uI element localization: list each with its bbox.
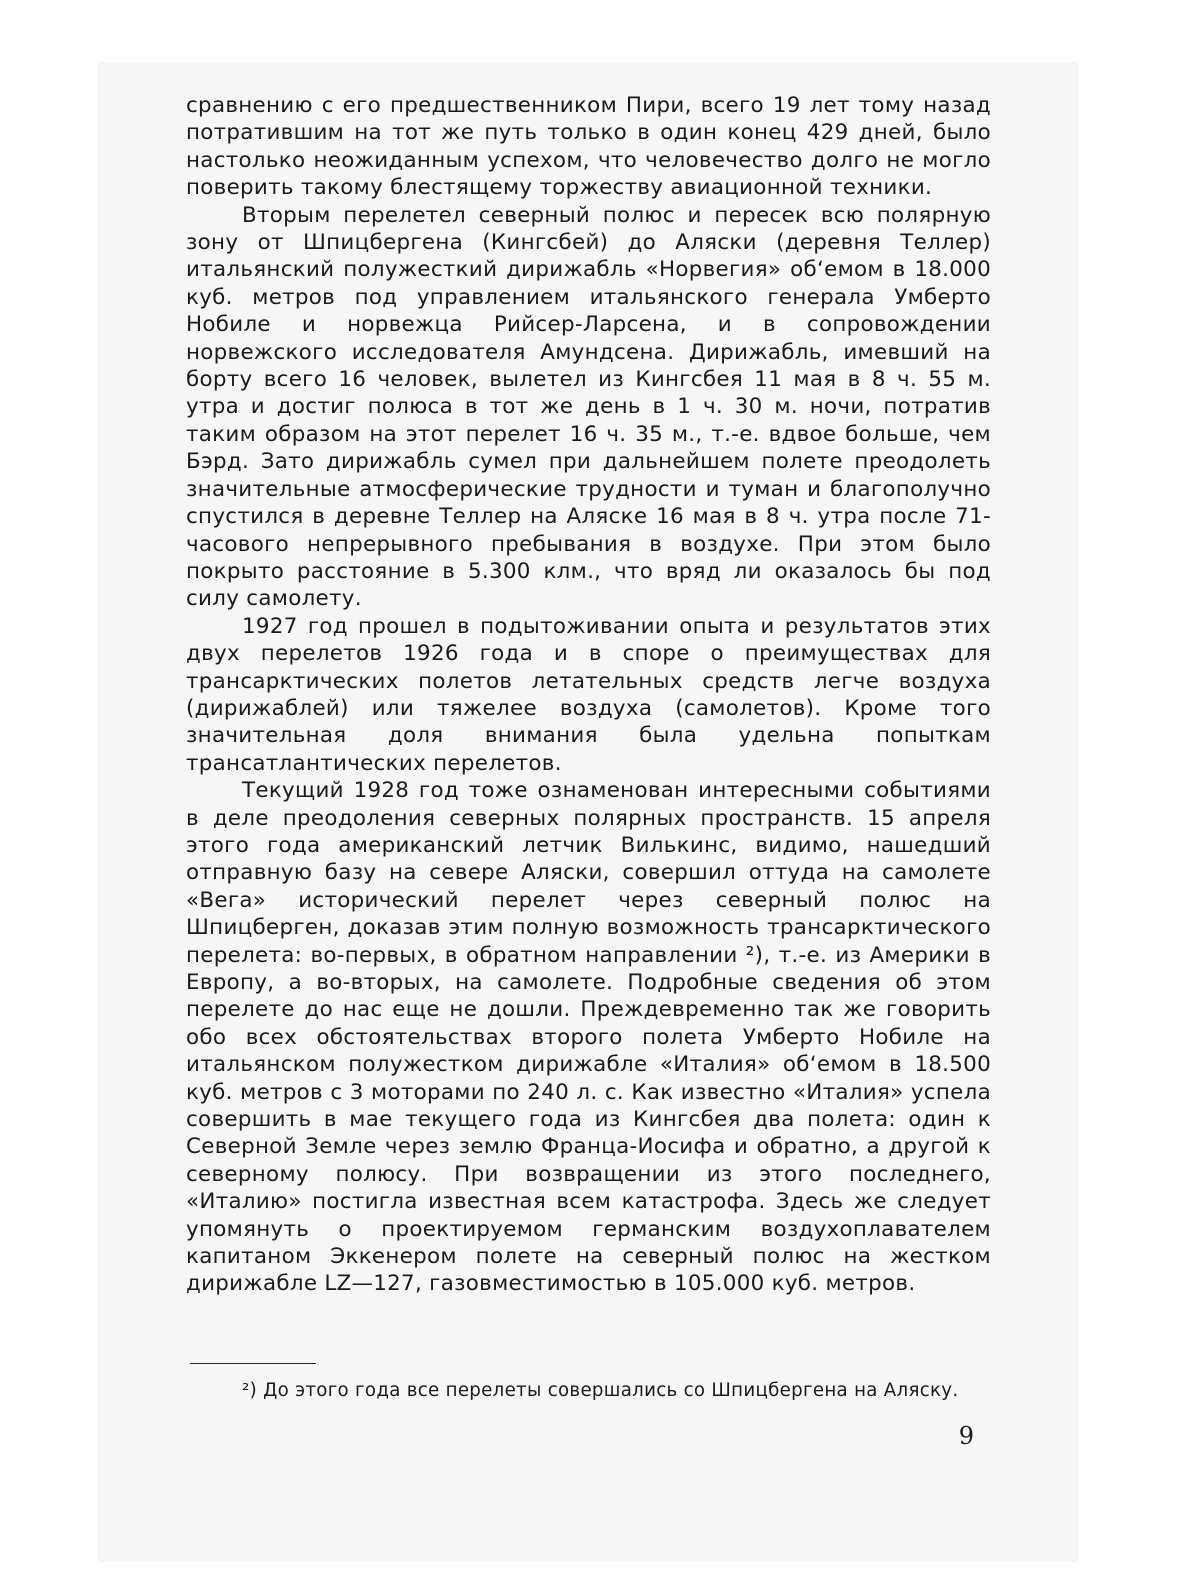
body-text: [186, 92, 991, 1298]
footnote: ²) До этого года все перелеты совершались со Шпицбергена на Аляску.: [242, 1380, 959, 1401]
page-number: 9: [958, 1422, 974, 1450]
paragraph-3: 1927 год прошел в подытоживании опыта и результатов этих двух перелетов 1926 года и в споре о преимуществах для трансарктических полетов летательных средств легче воздуха (дирижаблей) или тяжелее воздуха (самолетов). Кроме того значительная доля внимания была удельна попыткам трансатлантических перелетов.: [186, 613, 991, 776]
footnote-separator: [190, 1363, 316, 1364]
paragraph-4: Текущий 1928 год тоже ознаменован интересными событиями в деле преодоления северных полярных пространств. 15 апреля этого года американский летчик Вилькинс, видимо, нашедший отправную базу на севере Аляски, совершил оттуда на самолете «Вега» исторический перелет через северный полюс на Шпицберген, доказав этим полную возможность трансарктического перелета: во-первых, в обратном направлении ²), т.-е. из Америки в Европу, а во-вторых, на самолете. Подробные сведения об этом перелете до нас еще не дошли. Преждевременно так же говорить обо всех обстоятельствах второго полета Умберто Нобиле на итальянском полужестком дирижабле «Италия» об‘емом в 18.500 куб. метров с 3 моторами по 240 л. с. Как известно «Италия» успела совершить в мае текущего года из Кингсбея два полета: один к Северной Земле через землю Франца-Иосифа и обратно, а другой к северному полюсу. При возвращении из этого последнего, «Италию» постигла известная всем катастрофа. Здесь же следует упомянуть о проектируемом германским воздухоплавателем капитаном Эккенером полете на северный полюс на жестком дирижабле LZ—127, газовместимостью в 105.000 куб. метров.: [186, 778, 991, 1297]
paragraph-2: Вторым перелетел северный полюс и пересек всю полярную зону от Шпицбергена (Кингсбей) до Аляски (деревня Теллер) итальянский полужесткий дирижабль «Норвегия» об‘емом в 18.000 куб. метров под управлением итальянского генерала Умберто Нобиле и норвежца Рийсер-Ларсена, и в сопровождении норвежского исследователя Амундсена. Дирижабль, имевший на борту всего 16 человек, вылетел из Кингсбея 11 мая в 8 ч. 55 м. утра и достиг полюса в тот же день в 1 ч. 30 м. ночи, потратив таким образом на этот перелет 16 ч. 35 м., т.-е. вдвое больше, чем Бэрд. Зато дирижабль сумел при дальнейшем полете преодолеть значительные атмосферические трудности и туман и благополучно спустился в деревне Теллер на Аляске 16 мая в 8 ч. утра после 71-часового непрерывного пребывания в воздухе. При этом было покрыто расстояние в 5.300 клм., что вряд ли оказалось бы под силу самолету.: [186, 202, 991, 612]
paragraph-1: сравнению с его предшественником Пири, всего 19 лет тому назад потратившим на тот же путь только в один конец 429 дней, было настолько неожиданным успехом, что человечество долго не могло поверить такому блестящему торжеству авиационной техники.: [186, 93, 991, 201]
